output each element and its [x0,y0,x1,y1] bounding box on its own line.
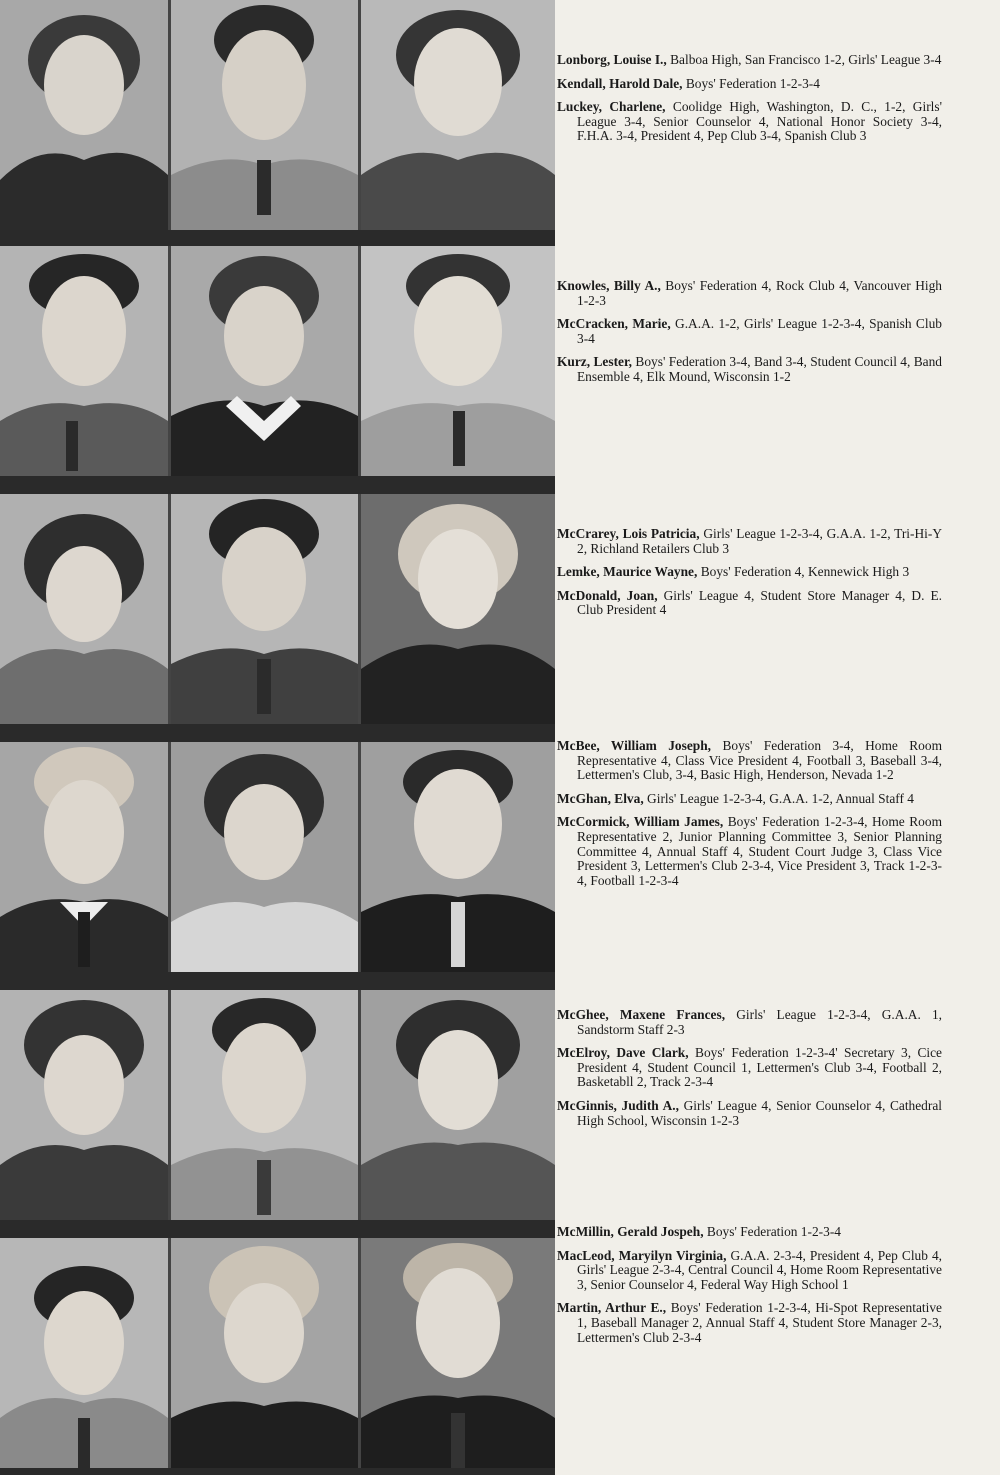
student-name: Lonborg, Louise I., [557,52,667,67]
portrait-row [0,742,555,972]
caption-block [557,53,942,153]
portrait-photo [0,0,171,230]
portrait-photo [361,990,555,1220]
caption-block [557,1008,942,1137]
student-activities: Girls' League 1-2-3-4, G.A.A. 1, Sandstorm Staff 2-3 [577,1007,943,1037]
portrait-photo [171,246,361,476]
student-name: McGhee, Maxene Frances, [557,1007,726,1022]
student-entry [557,355,942,384]
portrait-photo [361,0,555,230]
student-activities: Boys' Federation 3-4, Home Room Representative 4, Class Vice President 4, Football 3, Baseball 3-4, Lettermen's Club, 3-4, Basic High, Henderson, Nevada 1-2 [577,738,942,783]
portrait-photo [171,494,361,724]
student-entry [557,565,942,580]
portrait-photo [0,742,171,972]
student-entry [557,100,942,144]
student-activities: Girls' League 4, Senior Counselor 4, Cathedral High School, Wisconsin 1-2-3 [577,1097,943,1128]
student-activities: Boys' Federation 4, Rock Club 4, Vancouver High 1-2-3 [577,278,942,308]
student-name: McDonald, Joan, [557,587,658,603]
student-entry [557,1225,942,1240]
portrait-photo [171,1238,361,1468]
student-activities: Girls' League 4, Student Store Manager 4, D. E. Club President 4 [577,587,942,618]
student-activities: Balboa High, San Francisco 1-2, Girls' League 3-4 [670,52,942,67]
portrait-photo [0,494,171,724]
student-entry [557,1099,942,1128]
caption-block [557,1225,942,1354]
student-name: McGinnis, Judith A., [557,1097,679,1113]
student-entry [557,527,942,556]
student-entry [557,77,942,92]
portrait-row [0,1238,555,1468]
student-entry [557,589,942,618]
student-entry [557,1301,942,1345]
student-name: Martin, Arthur E., [557,1300,667,1316]
student-entry [557,1249,942,1293]
student-entry [557,815,942,888]
portrait-photo [361,1238,555,1468]
student-activities: Boys' Federation 1-2-3-4 [706,1224,841,1239]
student-entry [557,1008,942,1037]
portrait-row [0,494,555,724]
portrait-photo [171,990,361,1220]
student-activities: Boys' Federation 1-2-3-4, Hi-Spot Representative 1, Baseball Manager 2, Annual Staff 4, Student Store Manager 2-3, Lettermen's Club 2-3-4 [577,1300,942,1345]
student-entry [557,317,942,346]
student-entry [557,279,942,308]
student-entry [557,53,942,68]
portrait-row [0,246,555,476]
student-name: Lemke, Maurice Wayne, [557,564,698,580]
student-name: Knowles, Billy A., [557,278,661,293]
student-name: McGhan, Elva, [557,790,644,806]
student-name: McElroy, Dave Clark, [557,1045,689,1061]
student-entry [557,1046,942,1090]
student-activities: Boys' Federation 1-2-3-4 [685,75,820,91]
student-activities: Boys' Federation 3-4, Band 3-4, Student Council 4, Band Ensemble 4, Elk Mound, Wisconsin 1-2 [577,354,942,384]
caption-column [557,0,1000,1475]
student-activities: Coolidge High, Washington, D. C., 1-2, Girls' League 3-4, Senior Counselor 4, National Honor Society 3-4, F.H.A. 3-4, President 4, Pep Club 3-4, Spanish Club 3 [577,99,942,144]
student-name: MacLeod, Maryilyn Virginia, [557,1247,727,1263]
student-activities: G.A.A. 2-3-4, President 4, Pep Club 4, Girls' League 2-3-4, Central Council 4, Home Room Representative 3, Senior Counselor 4, Federal Way High School 1 [577,1247,942,1292]
portrait-photo [0,246,171,476]
caption-block [557,279,942,394]
student-name: McBee, William Joseph, [557,738,712,753]
student-name: Kurz, Lester, [557,354,633,370]
portrait-row [0,990,555,1220]
student-activities: Boys' Federation 1-2-3-4, Home Room Representative 2, Junior Planning Committee 3, Senior Planning Committee 4, Annual Staff 4, Student Court Judge 3, Class Vice President 3, Lettermen's Club 2-3-4, Vice President 3, Track 1-2-3-4, Football 1-2-3-4 [577,814,942,888]
caption-block [557,739,942,897]
portrait-photo [361,246,555,476]
portrait-photo [361,742,555,972]
portrait-photo [171,742,361,972]
student-name: Luckey, Charlene, [557,99,666,115]
portrait-photo [0,990,171,1220]
portrait-photo [361,494,555,724]
student-activities: Boys' Federation 4, Kennewick High 3 [700,564,910,580]
caption-block [557,527,942,627]
student-name: McCracken, Marie, [557,316,671,332]
portrait-photo [0,1238,171,1468]
student-activities: Boys' Federation 1-2-3-4' Secretary 3, Cice President 4, Student Council 1, Lettermen's Club 3-4, Football 2, Basketabll 2, Track 2-3-4 [577,1045,942,1090]
student-name: Kendall, Harold Dale, [557,75,683,91]
student-name: McCormick, William James, [557,814,724,830]
student-name: McCrarey, Lois Patricia, [557,526,700,541]
student-entry [557,739,942,783]
student-activities: Girls' League 1-2-3-4, G.A.A. 1-2, Annual Staff 4 [647,790,914,806]
student-entry [557,792,942,807]
portrait-photo [171,0,361,230]
student-activities: Girls' League 1-2-3-4, G.A.A. 1-2, Tri-Hi-Y 2, Richland Retailers Club 3 [577,526,942,556]
student-name: McMillin, Gerald Jospeh, [557,1224,704,1239]
student-activities: G.A.A. 1-2, Girls' League 1-2-3-4, Spanish Club 3-4 [577,316,942,346]
portrait-row [0,0,555,230]
